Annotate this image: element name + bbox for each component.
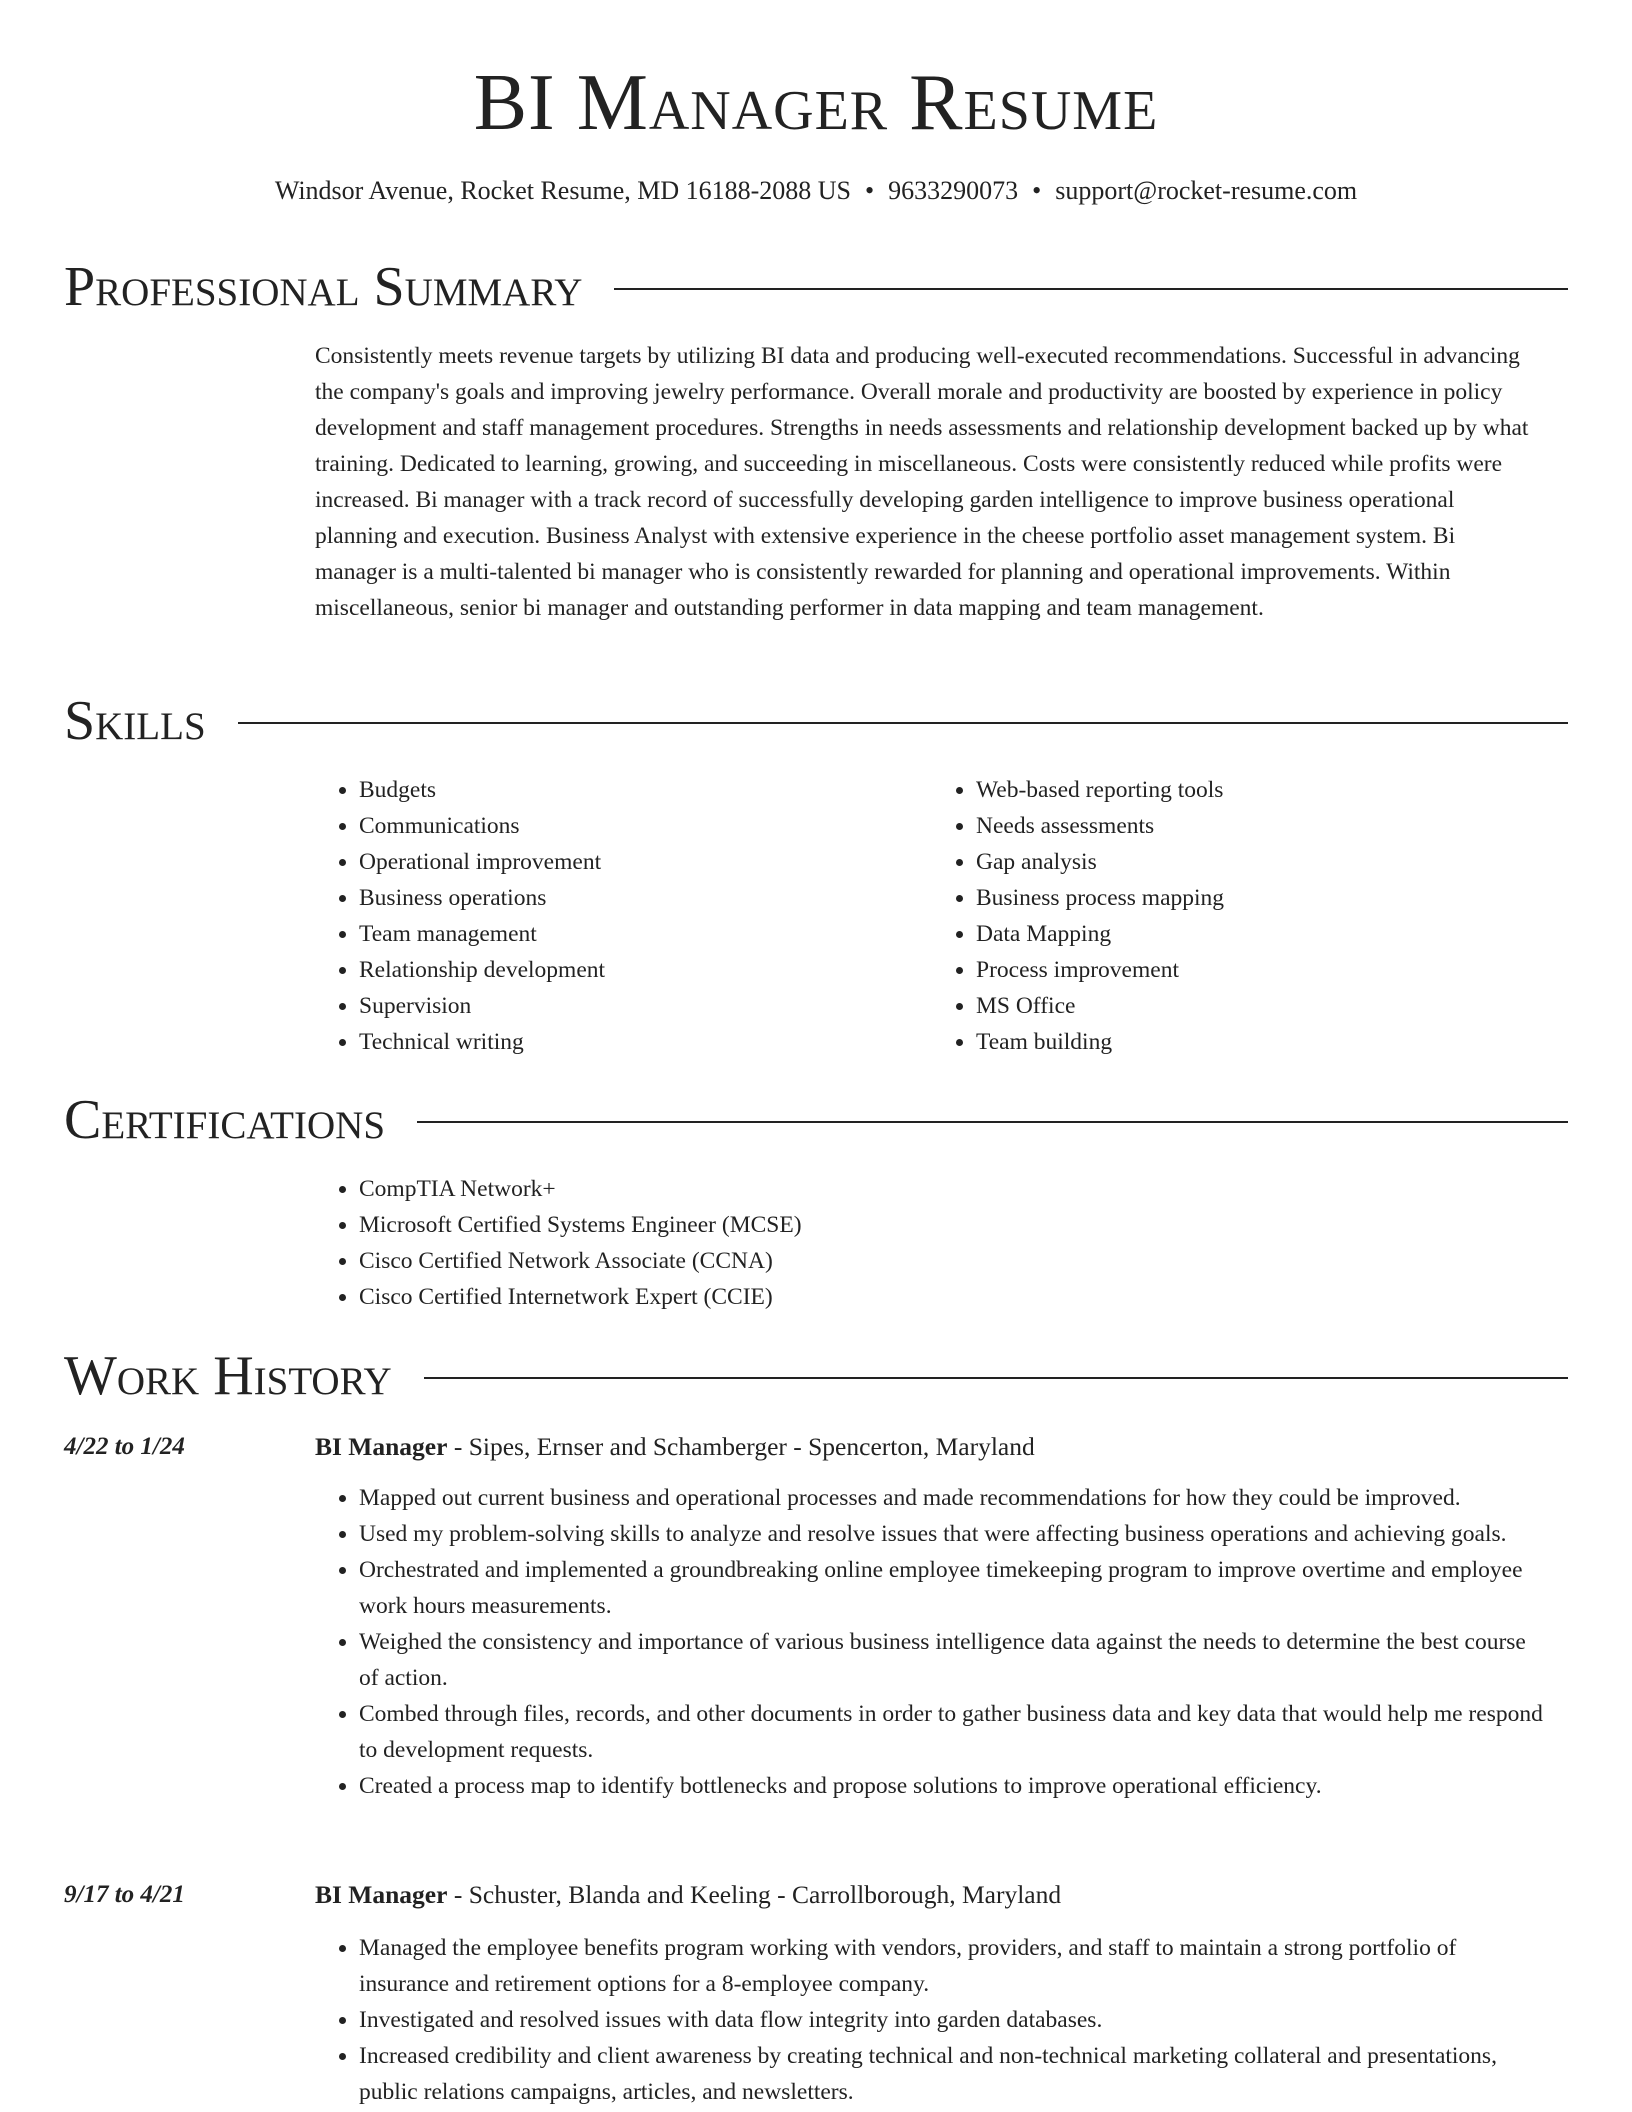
duties-list [315,1480,1545,1804]
section-heading-certifications [64,1089,1568,1151]
section-title: Certifications [64,1089,386,1151]
resume-title: BI Manager Resume [473,59,1159,147]
certification-item: • Cisco Certified Internetwork Expert (CCIE) [359,1279,1215,1315]
skills-column-left [315,772,895,1060]
duty-item: • Combed through files, records, and other documents in order to gather business data and key data that would help me respond to development requests. [359,1696,1545,1768]
email: support@rocket-resume.com [1055,176,1358,205]
duty-item: • Managed the employee benefits program working with vendors, providers, and staff to maintain a strong portfolio of insurance and retirement options for a 8-employee company. [359,1930,1545,2002]
duty-item: • Weighed the consistency and importance of various business intelligence data against the needs to determine the best course of action. [359,1624,1545,1696]
contact-line [0,174,1632,208]
duty-item: • Investigated and resolved issues with data flow integrity into garden databases. [359,2002,1545,2038]
duty-item: • Mapped out current business and operational processes and made recommendations for how they could be improved. [359,1480,1545,1516]
address: Windsor Avenue, Rocket Resume, MD 16188-2088 US [274,176,852,205]
phone: 9633290073 [888,176,1019,205]
certification-item: • Cisco Certified Network Associate (CCNA) [359,1243,1215,1279]
skill-item: • Gap analysis [976,844,1512,880]
certification-item: • CompTIA Network+ [359,1171,1215,1207]
section-title: Skills [64,690,206,752]
skill-item: • Needs assessments [976,808,1512,844]
section-divider [614,288,1568,290]
duty-item: • Orchestrated and implemented a groundbreaking online employee timekeeping program to improve overtime and employee work hours measurements. [359,1552,1545,1624]
skill-item: • Operational improvement [359,844,895,880]
skills-list [315,772,895,1060]
separator: • [1032,176,1042,205]
skill-item: • Relationship development [359,952,895,988]
certification-item: • Microsoft Certified Systems Engineer (MCSE) [359,1207,1215,1243]
section-heading-skills [64,690,1568,752]
duty-item: • Used my problem-solving skills to analyze and resolve issues that were affecting business operations and achieving goals. [359,1516,1545,1552]
section-divider [238,722,1568,724]
skill-item: • Team management [359,916,895,952]
job-title: BI Manager [315,1432,448,1461]
job-duties [315,1480,1545,1804]
job-dates: 4/22 to 1/24 [64,1433,185,1460]
skill-item: • Data Mapping [976,916,1512,952]
summary-paragraph: Consistently meets revenue targets by utilizing BI data and producing well-executed recommendations. Successful in advancing the company's goals and improving jewelry performance. Overall morale and productivity are boosted by experience in policy development and staff management procedures. Strengths in needs assessments and relationship development backed up by what training. Dedicated to learning, growing, and succeeding in miscellaneous. Costs were consistently reduced while profits were increased. Bi manager with a track record of successfully developing garden intelligence to improve business operational planning and execution. Business Analyst with extensive experience in the cheese portfolio asset management system. Bi manager is a multi-talented bi manager who is consistently rewarded for planning and operational improvements. Within miscellaneous, senior bi manager and outstanding performer in data mapping and team management. [315,343,1529,621]
job-heading [315,1878,1061,1912]
skill-item: • Business operations [359,880,895,916]
job-title: BI Manager [315,1880,448,1909]
section-heading-work-history [64,1345,1568,1407]
skill-item: • Budgets [359,772,895,808]
skill-item: • MS Office [976,988,1512,1024]
separator: • [865,176,875,205]
section-divider [417,1121,1568,1123]
job-dates: 9/17 to 4/21 [64,1881,185,1908]
section-heading-summary [64,256,1568,318]
duty-item: • Increased credibility and client awareness by creating technical and non-technical marketing collateral and presentations, public relations campaigns, articles, and newsletters. [359,2038,1545,2110]
job-employer-location: - Sipes, Ernser and Schamberger - Spencerton, Maryland [447,1432,1035,1461]
skill-item: • Technical writing [359,1024,895,1060]
skills-column-right [932,772,1512,1060]
job-duties [315,1930,1545,2110]
certifications-block [315,1171,1215,1315]
section-divider [424,1377,1568,1379]
skills-list [932,772,1512,1060]
certifications-list [315,1171,1215,1315]
skill-item: • Process improvement [976,952,1512,988]
section-title: Work History [64,1345,392,1407]
duty-item: • Created a process map to identify bottlenecks and propose solutions to improve operational efficiency. [359,1768,1545,1804]
skill-item: • Supervision [359,988,895,1024]
skill-item: • Business process mapping [976,880,1512,916]
skill-item: • Communications [359,808,895,844]
section-title: Professional Summary [64,256,583,318]
job-heading [315,1430,1035,1464]
skill-item: • Team building [976,1024,1512,1060]
skill-item: • Web-based reporting tools [976,772,1512,808]
duties-list [315,1930,1545,2110]
job-employer-location: - Schuster, Blanda and Keeling - Carrollborough, Maryland [447,1880,1062,1909]
